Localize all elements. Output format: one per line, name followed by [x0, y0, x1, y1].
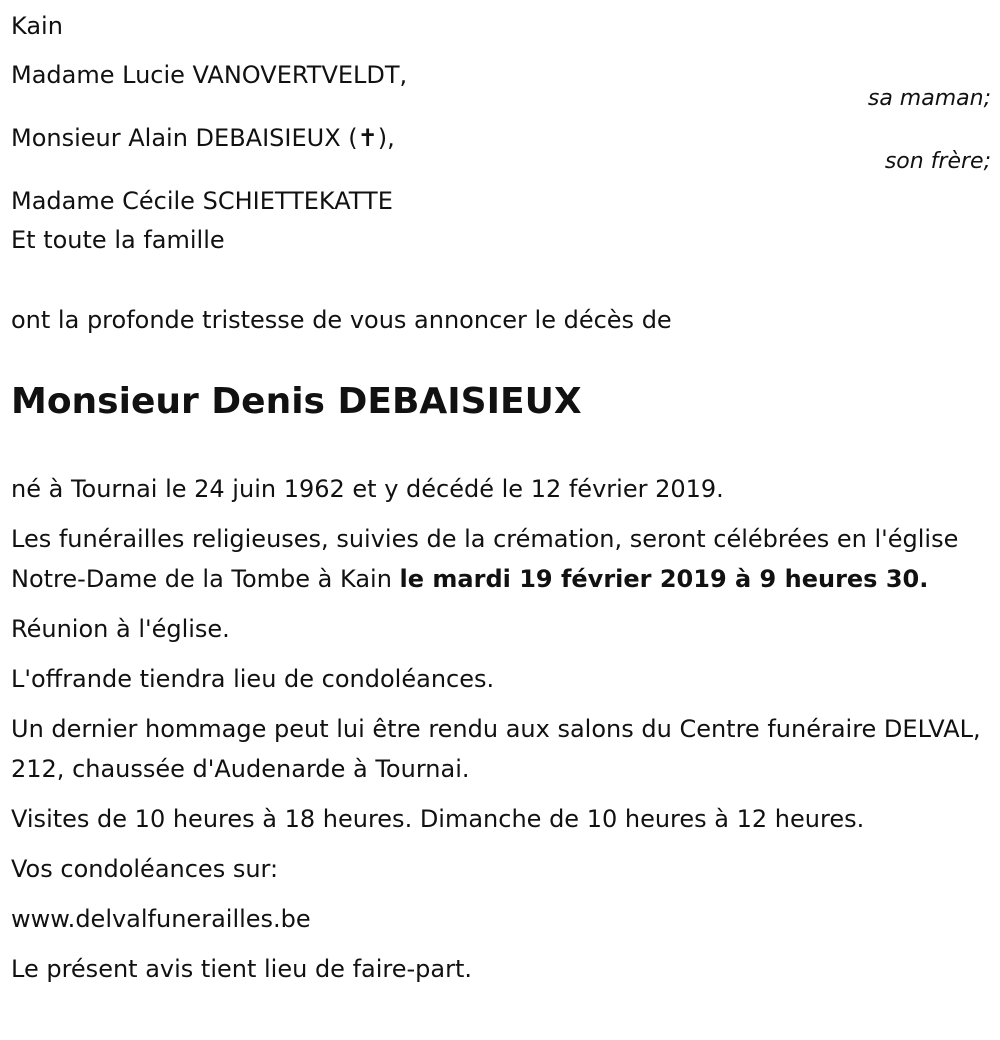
funeral-date: le mardi 19 février 2019 à 9 heures 30.	[399, 565, 929, 593]
birth-death-line: né à Tournai le 24 juin 1962 et y décédé le 12 février 2019.	[11, 475, 724, 503]
deceased-name: Monsieur Denis DEBAISIEUX	[11, 381, 582, 422]
family-member-partner: Madame Cécile SCHIETTEKATTE	[11, 187, 393, 215]
condolences-label: Vos condoléances sur:	[11, 855, 279, 883]
rest-of-family: Et toute la famille	[11, 226, 225, 254]
notice-line: Le présent avis tient lieu de faire-part.	[11, 955, 473, 983]
homage-paragraph: Un dernier hommage peut lui être rendu aux salons du Centre funéraire DELVAL, 212, chaussée d'Audenarde à Tournai.	[11, 715, 981, 783]
announcement: ont la profonde tristesse de vous annoncer le décès de	[11, 306, 672, 334]
funeral-paragraph	[11, 519, 986, 599]
city: Kain	[11, 12, 63, 40]
visits-line: Visites de 10 heures à 18 heures. Dimanche de 10 heures à 12 heures.	[11, 805, 865, 833]
meeting-line: Réunion à l'église.	[11, 615, 230, 643]
funeral-intro: Les funérailles religieuses, suivies de la crémation, seront célébrées en l'église Notre-Dame de la Tombe à Kain	[11, 525, 959, 593]
family-role-brother: son frère;	[884, 149, 991, 174]
offering-line: L'offrande tiendra lieu de condoléances.	[11, 665, 495, 693]
website-link[interactable]: www.delvalfunerailles.be	[11, 905, 311, 933]
obituary-body	[11, 469, 986, 989]
family-role-mother: sa maman;	[867, 86, 991, 111]
family-member-mother: Madame Lucie VANOVERTVELDT,	[11, 61, 408, 89]
family-member-brother: Monsieur Alain DEBAISIEUX (✝),	[11, 124, 395, 152]
